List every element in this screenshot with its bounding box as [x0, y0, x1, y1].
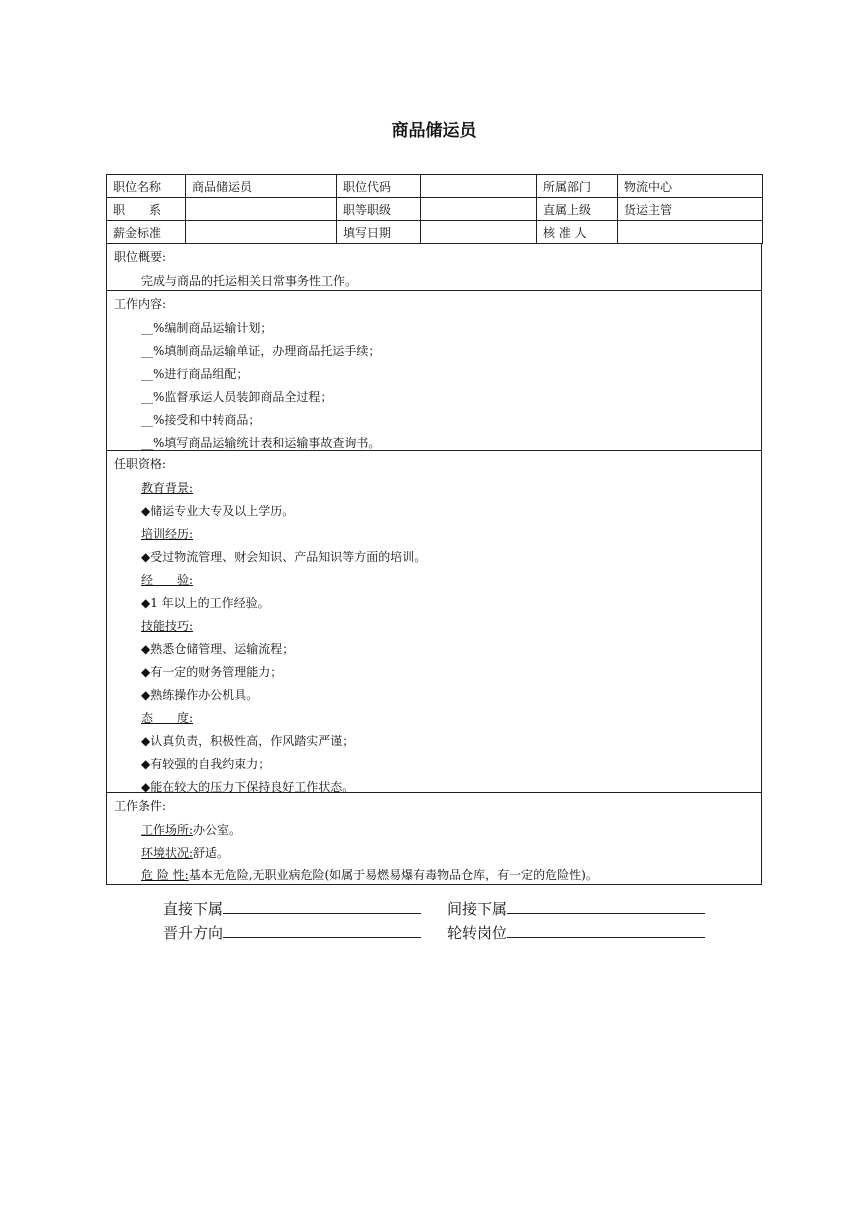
list-item: __%填制商品运输单证，办理商品托运手续； — [141, 344, 381, 358]
list-item: ◆储运专业大专及以上学历。 — [141, 504, 295, 518]
indirect-subordinate-blank[interactable] — [507, 899, 705, 914]
department-value: 物流中心 — [618, 175, 763, 198]
job-title-value: 商品储运员 — [186, 175, 337, 198]
list-item: ◆认真负责，积极性高，作风踏实严谨； — [141, 734, 355, 748]
approver-label: 核 准 人 — [537, 221, 618, 244]
approver-value — [618, 221, 763, 244]
workplace-value: 办公室。 — [193, 823, 242, 837]
qualifications-title: 任职资格: — [114, 457, 167, 471]
indirect-subordinate-label: 间接下属 — [447, 900, 508, 918]
table-row — [107, 221, 763, 244]
duties-title: 工作内容: — [114, 297, 167, 311]
job-code-label: 职位代码 — [337, 175, 421, 198]
direct-subordinate-blank[interactable] — [223, 899, 421, 914]
job-title-label: 职位名称 — [107, 175, 186, 198]
direct-subordinate-label: 直接下属 — [163, 900, 224, 918]
hazard-label: 危 险 性: — [141, 868, 189, 882]
skills-label: 技能技巧: — [141, 619, 194, 633]
promotion-path-field — [163, 922, 421, 943]
environment-label: 环境状况: — [141, 846, 194, 860]
table-row — [107, 198, 763, 221]
education-label: 教育背景: — [141, 481, 194, 495]
list-item: ◆熟练操作办公机具。 — [141, 688, 259, 702]
indirect-subordinate-field — [447, 898, 705, 919]
list-item: __%填写商品运输统计表和运输事故查询书。 — [141, 436, 381, 450]
workplace-label: 工作场所: — [141, 823, 194, 837]
environment-value: 舒适。 — [193, 846, 230, 860]
summary-text: 完成与商品的托运相关日常事务性工作。 — [141, 274, 358, 288]
page-title: 商品储运员 — [391, 121, 477, 141]
list-item: ◆有较强的自我约束力； — [141, 757, 271, 771]
department-label: 所属部门 — [537, 175, 618, 198]
salary-value — [186, 221, 337, 244]
experience-label: 经 验: — [141, 573, 194, 587]
duties-section — [106, 291, 762, 451]
list-item: __%进行商品组配； — [141, 367, 249, 381]
promotion-path-label: 晋升方向 — [163, 924, 224, 942]
fill-date-label: 填写日期 — [337, 221, 421, 244]
rotation-post-blank[interactable] — [507, 923, 705, 938]
summary-section — [106, 244, 762, 291]
conditions-section — [106, 793, 762, 885]
promotion-path-blank[interactable] — [223, 923, 421, 938]
list-item: ◆1 年以上的工作经验。 — [141, 596, 270, 610]
list-item: ◆有一定的财务管理能力； — [141, 665, 283, 679]
attitude-label: 态 度: — [141, 711, 194, 725]
job-code-value — [421, 175, 537, 198]
qualifications-section — [106, 451, 762, 793]
hazard-line — [141, 866, 598, 883]
table-row — [107, 175, 763, 198]
job-grade-label: 职等职级 — [337, 198, 421, 221]
workplace-line — [141, 821, 241, 838]
direct-subordinate-field — [163, 898, 421, 919]
supervisor-value: 货运主管 — [618, 198, 763, 221]
supervisor-label: 直属上级 — [537, 198, 618, 221]
list-item: ◆受过物流管理、财会知识、产品知识等方面的培训。 — [141, 550, 427, 564]
info-table — [106, 174, 763, 244]
list-item: __%接受和中转商品； — [141, 413, 261, 427]
list-item: ◆能在较大的压力下保持良好工作状态。 — [141, 780, 355, 794]
training-label: 培训经历: — [141, 527, 194, 541]
job-family-label: 职 系 — [107, 198, 186, 221]
list-item: ◆熟悉仓储管理、运输流程； — [141, 642, 295, 656]
job-family-value — [186, 198, 337, 221]
salary-label: 薪金标准 — [107, 221, 186, 244]
list-item: __%监督承运人员装卸商品全过程； — [141, 390, 333, 404]
conditions-title: 工作条件: — [114, 799, 167, 813]
rotation-post-label: 轮转岗位 — [447, 924, 508, 942]
rotation-post-field — [447, 922, 705, 943]
fill-date-value — [421, 221, 537, 244]
summary-title: 职位概要: — [114, 250, 167, 264]
environment-line — [141, 844, 229, 861]
list-item: __%编制商品运输计划； — [141, 321, 273, 335]
job-grade-value — [421, 198, 537, 221]
hazard-value: 基本无危险,无职业病危险(如属于易燃易爆有毒物品仓库，有一定的危险性)。 — [188, 868, 598, 882]
